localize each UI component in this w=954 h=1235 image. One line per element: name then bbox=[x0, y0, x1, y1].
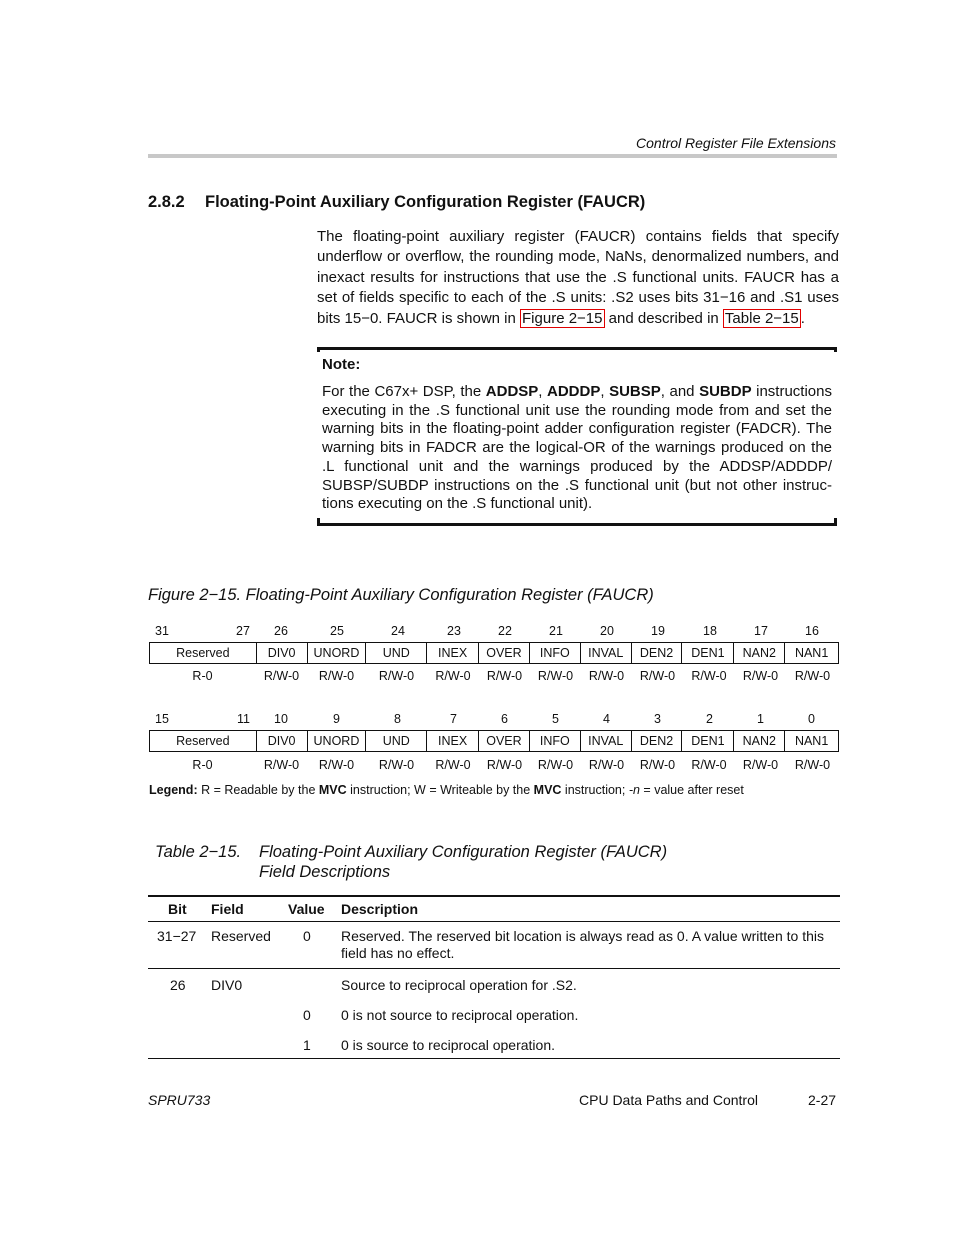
table-caption-number: Table 2−15. bbox=[155, 843, 242, 861]
para-text-3: . bbox=[800, 309, 805, 327]
section-number: 2.8.2 bbox=[148, 193, 185, 211]
bit-numbers-lower bbox=[149, 712, 839, 728]
bit-number: 18 bbox=[703, 624, 717, 638]
access-value: R/W-0 bbox=[794, 758, 831, 772]
access-value: R/W-0 bbox=[378, 758, 415, 772]
access-value: R/W-0 bbox=[435, 758, 471, 772]
note-bold-subdp: SUBDP bbox=[699, 383, 752, 400]
bit-number: 8 bbox=[394, 712, 401, 726]
access-value: R/W-0 bbox=[435, 669, 471, 683]
field-und: UND bbox=[366, 731, 427, 751]
row-description: 0 is source to reciprocal operation. bbox=[341, 1037, 555, 1053]
legend-text-4: = value after reset bbox=[639, 783, 744, 797]
row-value: 1 bbox=[303, 1037, 311, 1053]
field-div0: DIV0 bbox=[257, 643, 308, 663]
bit-number: 5 bbox=[552, 712, 559, 726]
access-value: R/W-0 bbox=[794, 669, 831, 683]
field-info: INFO bbox=[530, 643, 581, 663]
table-caption-line2: Field Descriptions bbox=[259, 863, 391, 881]
note-bottom-rule bbox=[317, 520, 837, 526]
note-label: Note: bbox=[322, 356, 361, 373]
access-value: R/W-0 bbox=[318, 669, 355, 683]
header-rule bbox=[148, 921, 840, 922]
access-value: R/W-0 bbox=[263, 669, 300, 683]
note-top-rule bbox=[317, 347, 837, 353]
note-text bbox=[322, 383, 832, 514]
field-nan2: NAN2 bbox=[734, 643, 785, 663]
bit-number: 3 bbox=[654, 712, 661, 726]
access-value: R/W-0 bbox=[691, 669, 727, 683]
legend-n: -n bbox=[628, 783, 640, 797]
row-description: Source to reciprocal operation for .S2. bbox=[341, 977, 577, 993]
access-value: R/W-0 bbox=[537, 758, 574, 772]
bit-number: 19 bbox=[651, 624, 665, 638]
access-value: R/W-0 bbox=[486, 758, 523, 772]
access-value: R/W-0 bbox=[639, 669, 676, 683]
access-value: R/W-0 bbox=[742, 669, 779, 683]
field-unord: UNORD bbox=[308, 643, 367, 663]
register-fields-upper bbox=[149, 642, 839, 664]
note-sep-3: , and bbox=[660, 383, 700, 400]
note-sep-2: , bbox=[600, 383, 610, 400]
bit-number: 7 bbox=[450, 712, 457, 726]
note-sep-1: , bbox=[538, 383, 548, 400]
body-paragraph bbox=[317, 227, 839, 329]
bit-number: 25 bbox=[330, 624, 344, 638]
access-value: R/W-0 bbox=[639, 758, 676, 772]
access-value: R-0 bbox=[192, 669, 213, 683]
bit-numbers-upper bbox=[149, 624, 839, 640]
field-den2: DEN2 bbox=[632, 731, 683, 751]
legend-text-3: instruction; bbox=[561, 783, 629, 797]
col-header-description: Description bbox=[341, 901, 419, 917]
note-bold-addsp: ADDSP bbox=[485, 383, 539, 400]
bit-number: 2 bbox=[706, 712, 713, 726]
field-nan1: NAN1 bbox=[794, 734, 829, 748]
bit-number: 16 bbox=[805, 624, 819, 638]
bit-number: 23 bbox=[447, 624, 461, 638]
access-value: R/W-0 bbox=[742, 758, 779, 772]
field-den1: DEN1 bbox=[682, 643, 734, 663]
field-den2: DEN2 bbox=[632, 643, 683, 663]
field-inval: INVAL bbox=[581, 643, 632, 663]
bit-number: 0 bbox=[808, 712, 815, 726]
table-link[interactable]: Table 2−15 bbox=[724, 309, 799, 327]
access-value: R/W-0 bbox=[588, 758, 625, 772]
field-unord: UNORD bbox=[308, 731, 367, 751]
legend-mvc-1: MVC bbox=[318, 783, 347, 797]
footer-doc-id: SPRU733 bbox=[148, 1092, 211, 1108]
field-info: INFO bbox=[530, 731, 581, 751]
field-reserved: Reserved bbox=[150, 731, 257, 751]
access-value: R/W-0 bbox=[263, 758, 300, 772]
register-fields-lower bbox=[149, 730, 839, 752]
access-value: R-0 bbox=[192, 758, 213, 772]
access-value: R/W-0 bbox=[378, 669, 415, 683]
figure-legend bbox=[149, 783, 744, 797]
figure-link[interactable]: Figure 2−15 bbox=[522, 309, 603, 327]
footer-chapter: CPU Data Paths and Control bbox=[579, 1092, 758, 1108]
bit-number: 27 bbox=[236, 624, 250, 638]
bit-number: 15 bbox=[155, 712, 169, 726]
bit-number: 22 bbox=[498, 624, 512, 638]
section-title: Floating-Point Auxiliary Configuration Register (FAUCR) bbox=[205, 193, 646, 211]
bit-number: 26 bbox=[274, 624, 288, 638]
bit-number: 24 bbox=[391, 624, 405, 638]
running-header: Control Register File Extensions bbox=[636, 135, 836, 151]
field-inval: INVAL bbox=[581, 731, 632, 751]
row-rule bbox=[148, 968, 840, 969]
legend-text-2: instruction; W = Writeable by the bbox=[346, 783, 534, 797]
section-heading bbox=[148, 193, 645, 212]
access-row-lower bbox=[149, 758, 839, 774]
bit-number: 10 bbox=[274, 712, 288, 726]
figure-caption: Figure 2−15. Floating-Point Auxiliary Configuration Register (FAUCR) bbox=[148, 586, 654, 604]
bit-number: 9 bbox=[333, 712, 340, 726]
row-field: DIV0 bbox=[211, 977, 243, 993]
bit-number: 1 bbox=[757, 712, 764, 726]
legend-mvc-2: MVC bbox=[533, 783, 562, 797]
field-und: UND bbox=[366, 643, 427, 663]
para-text-1: The floating-point auxiliary register (FAUCR) contains fields that specify underflow or overflow, the rounding mode, NaNs, denormalized numbers, and inexact results for instructions that use the .S functional units. FAUCR has a set of fields specific to each of the .S units: .S2 uses bits 31−16 and .S1 uses bits 15−0. FAUCR is shown in bbox=[317, 228, 839, 327]
bit-number: 31 bbox=[155, 624, 169, 638]
field-div0: DIV0 bbox=[257, 731, 308, 751]
table-top-rule bbox=[148, 895, 840, 897]
note-text-1: For the C67x+ DSP, the bbox=[322, 383, 486, 400]
footer-page-number: 2-27 bbox=[808, 1092, 837, 1108]
row-value: 0 bbox=[303, 928, 311, 944]
row-description: 0 is not source to reciprocal operation. bbox=[341, 1007, 579, 1023]
access-value: R/W-0 bbox=[691, 758, 727, 772]
bit-number: 6 bbox=[501, 712, 508, 726]
access-value: R/W-0 bbox=[486, 669, 523, 683]
table-caption bbox=[155, 842, 667, 882]
col-header-field: Field bbox=[211, 901, 244, 917]
field-inex: INEX bbox=[427, 643, 479, 663]
field-over: OVER bbox=[479, 731, 530, 751]
row-field: Reserved bbox=[211, 928, 271, 944]
field-nan2: NAN2 bbox=[734, 731, 785, 751]
field-nan1: NAN1 bbox=[794, 646, 829, 660]
legend-text-1: R = Readable by the bbox=[197, 783, 319, 797]
note-bold-adddp: ADDDP bbox=[547, 383, 601, 400]
table-caption-line1: Floating-Point Auxiliary Configuration Register (FAUCR) bbox=[259, 843, 668, 861]
table-bottom-rule bbox=[148, 1058, 840, 1059]
para-text-2: and described in bbox=[604, 309, 723, 327]
row-bit: 31−27 bbox=[157, 928, 197, 944]
row-bit: 26 bbox=[170, 977, 186, 993]
note-text-2: instructions executing in the .S functional unit use the rounding mode from and set the warning bits in the floating-point adder configuration register (FADCR). The warning bits in FADCR are the logical-OR of the warnings produced on the .L functional unit and the warnings produced by the ADDSP/ADDDP/ SUBSP/SUBDP instructions on the .S functional unit (but not other instruc-tions executing on the .S functional unit). bbox=[322, 383, 832, 513]
bit-number: 20 bbox=[600, 624, 614, 638]
access-row-upper bbox=[149, 669, 839, 685]
legend-label: Legend: bbox=[149, 783, 198, 797]
row-description: Reserved. The reserved bit location is always read as 0. A value written to this field has no effect. bbox=[341, 928, 824, 961]
field-inex: INEX bbox=[427, 731, 479, 751]
bit-number: 17 bbox=[754, 624, 768, 638]
header-rule bbox=[148, 154, 837, 158]
field-den1: DEN1 bbox=[682, 731, 734, 751]
row-value: 0 bbox=[303, 1007, 311, 1023]
note-bold-subsp: SUBSP bbox=[609, 383, 661, 400]
access-value: R/W-0 bbox=[588, 669, 625, 683]
bit-number: 4 bbox=[603, 712, 610, 726]
field-reserved: Reserved bbox=[150, 643, 257, 663]
bit-number: 21 bbox=[549, 624, 563, 638]
col-header-value: Value bbox=[288, 901, 325, 917]
access-value: R/W-0 bbox=[537, 669, 574, 683]
bit-number: 11 bbox=[237, 712, 250, 726]
access-value: R/W-0 bbox=[318, 758, 355, 772]
field-over: OVER bbox=[479, 643, 530, 663]
col-header-bit: Bit bbox=[168, 901, 187, 917]
